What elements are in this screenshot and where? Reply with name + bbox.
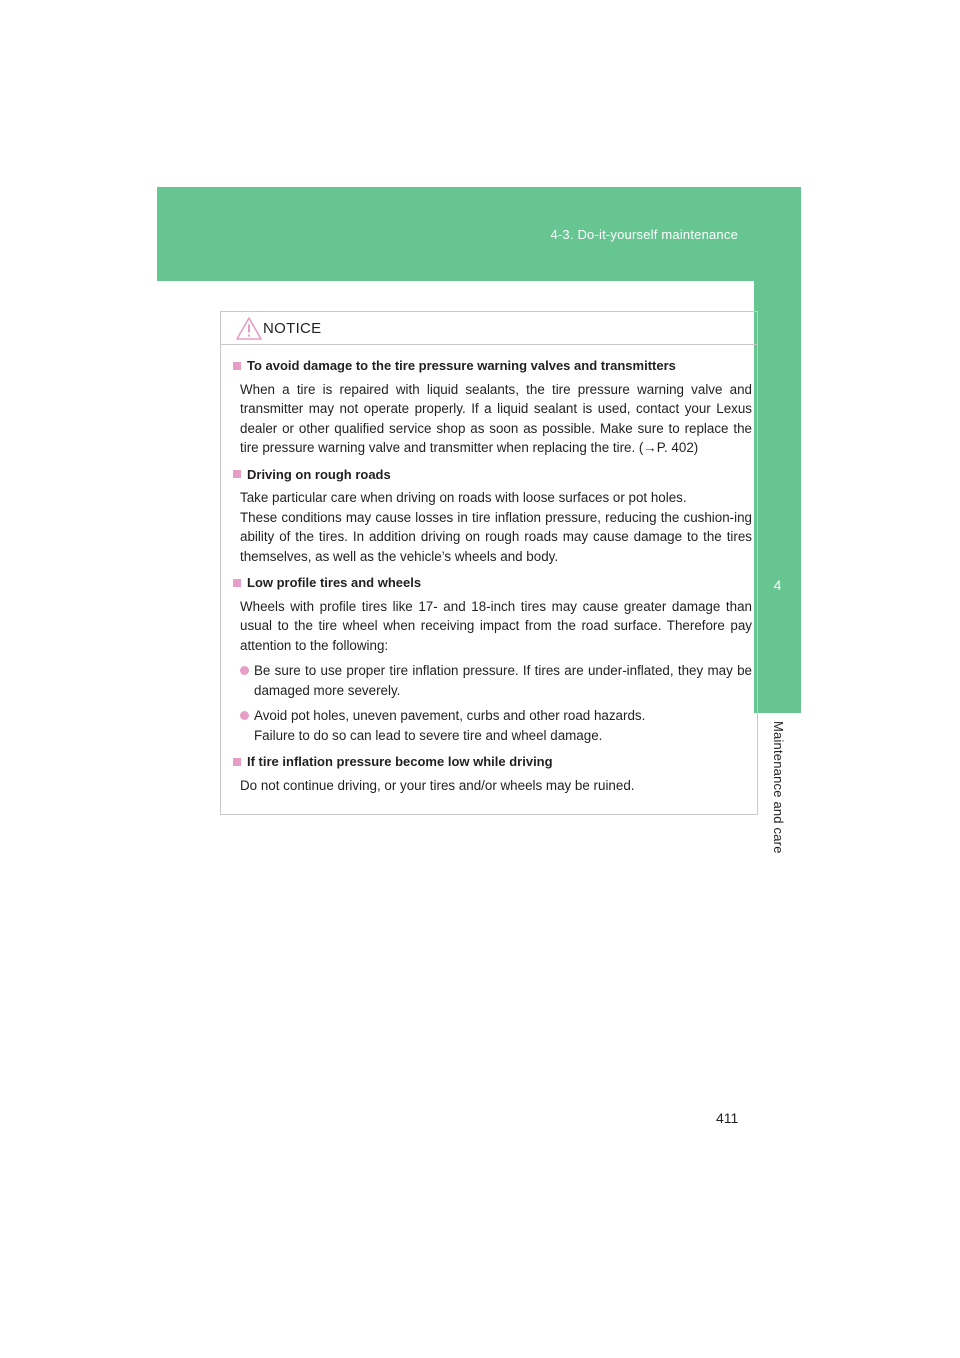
page-number: 411 [716, 1110, 739, 1126]
section-text: Wheels with profile tires like 17- and 18-inch tires may cause greater damage than usual to the tire wheel when receiving impact from the road surface. Therefore pay attention to the following: [240, 598, 752, 653]
list-item: Avoid pot holes, uneven pavement, curbs and other road hazards. Failure to do so can lead to severe tire and wheel damage. [240, 706, 752, 745]
warning-triangle-icon [236, 316, 262, 340]
square-bullet-icon [233, 470, 241, 478]
section-title: 4-3. Do-it-yourself maintenance [550, 227, 738, 242]
chapter-label: Maintenance and care [770, 721, 786, 854]
section-text: When a tire is repaired with liquid sealants, the tire pressure warning valve and transmitter may not operate properly. If a liquid sealant is used, contact your Lexus dealer or other qualified service shop as soon as possible. Make sure to replace the tire pressure warning valve and transmitter when replacing the tire. (→P. 402) [240, 381, 752, 455]
round-bullet-icon [240, 666, 249, 675]
section-text: Take particular care when driving on roads with loose surfaces or pot holes. These conditions may cause losses in tire inflation pressure, reducing the cushion-ing ability of the tires. In addition driving on rough roads may cause damage to the tires themselves, as well as the vehicle’s wheels and body. [240, 490, 752, 564]
square-bullet-icon [233, 758, 241, 766]
chapter-number: 4 [773, 577, 782, 593]
section-heading: Driving on rough roads [233, 465, 752, 485]
section-heading: To avoid damage to the tire pressure warning valves and transmitters [233, 356, 752, 376]
square-bullet-icon [233, 579, 241, 587]
notice-title: NOTICE [263, 320, 322, 337]
list-item: Be sure to use proper tire inflation pressure. If tires are under-inflated, they may be damaged more severely. [240, 661, 752, 700]
header-band [157, 187, 754, 281]
square-bullet-icon [233, 362, 241, 370]
chapter-tab [754, 281, 801, 713]
section-heading: Low profile tires and wheels [233, 573, 752, 593]
notice-body [221, 345, 757, 795]
section-heading: If tire inflation pressure become low while driving [233, 752, 752, 772]
chapter-label-area [754, 713, 801, 873]
section-text: Do not continue driving, or your tires and/or wheels may be ruined. [240, 777, 635, 793]
notice-header [221, 312, 757, 345]
side-tab-top [754, 187, 801, 281]
round-bullet-icon [240, 711, 249, 720]
notice-box [220, 311, 758, 815]
